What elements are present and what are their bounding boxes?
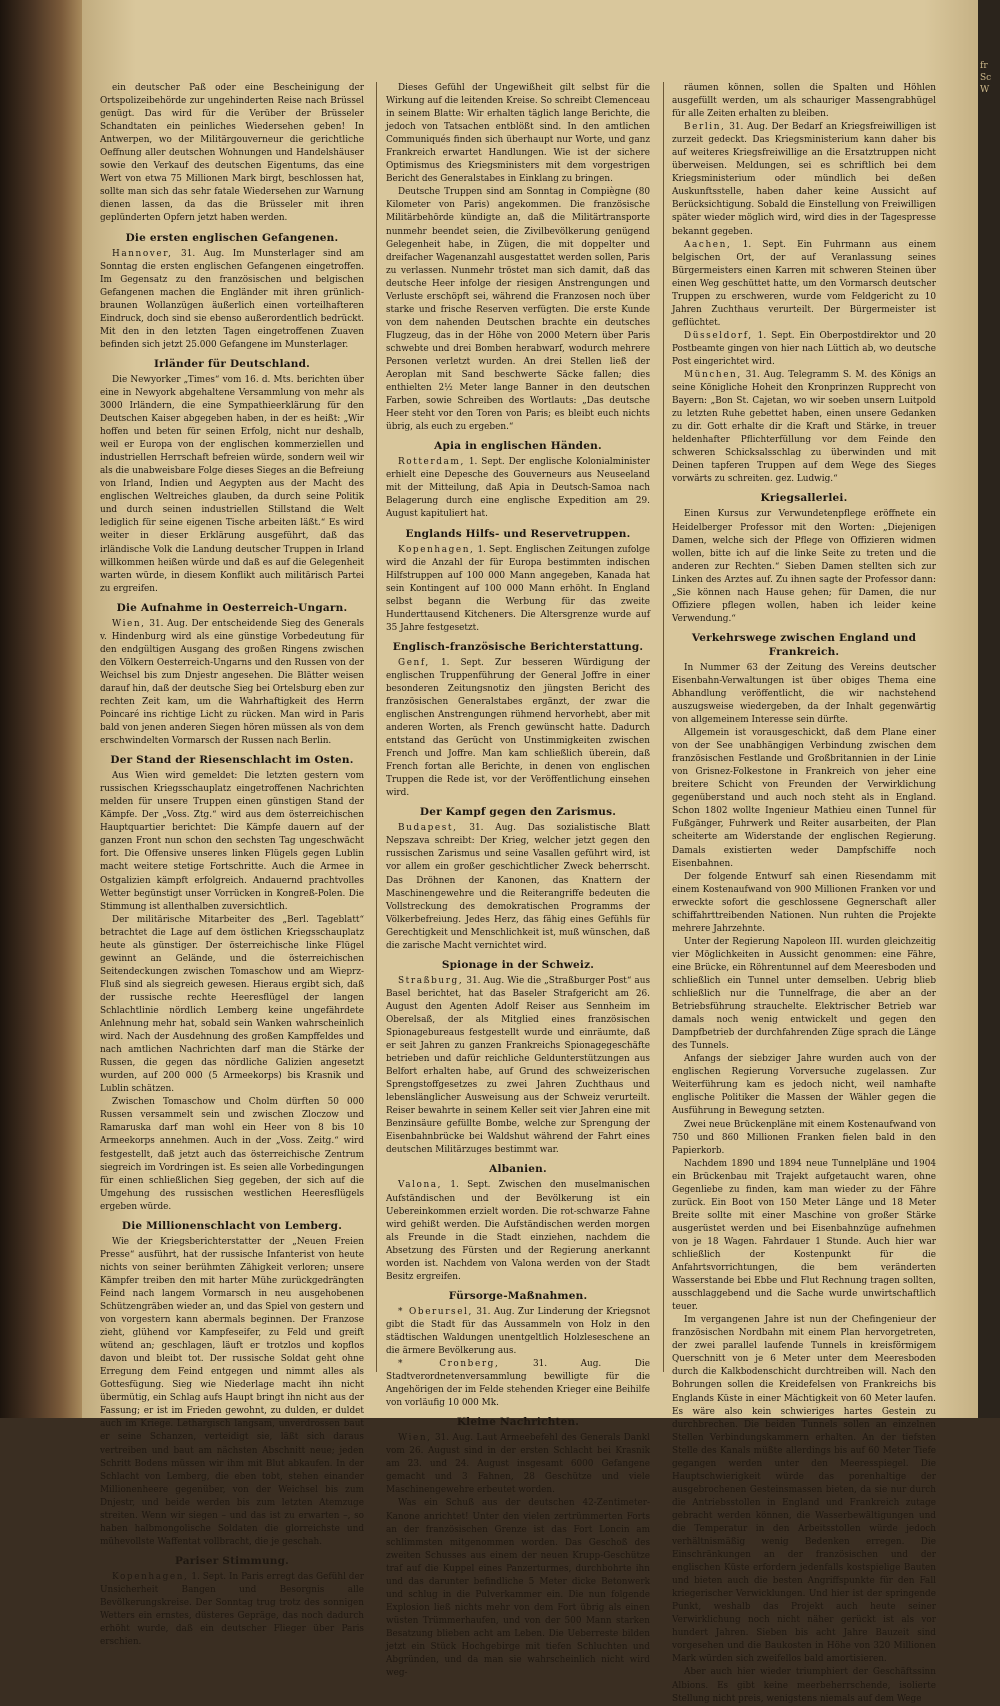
paragraph-text: Dieses Gefühl der Ungewißheit gilt selbst für die Wirkung auf die leitenden Kreise. So schreibt Clemenceau in seinem Blatte: Wir erhalten täglich lange Berichte, die jedoch von Tatsachen entblößt sind. In den amtlichen Communiqués finden sich überhaupt nur Worte, und ganz Frankreich erwartet Handlungen. Wie ist der sichere Optimismus des Kriegsministers mit dem vorgestrigen Bericht des Generalstabes in Einklang zu bringen.	[386, 83, 650, 185]
paragraph-text: Nachdem 1890 und 1894 neue Tunnelpläne und 1904 ein Brückenbau mit Trajekt aufgetaucht waren, ohne Gegenliebe zu finden, kam man wieder zu der Fähre zurück. Ein Boot von 150 Meter Länge und 18 Meter Breite sollte mit einer Maschine von großer Stärke ausgerüstet werden und bei Eisenbahnzüge aufnehmen von je 18 Wagen. Fahrdauer 1 Stunde. Auch hier war schließlich der Kostenpunkt für die Anfahrtsvorrichtungen, die bem veränderten Wasserstande bei Ebbe und Flut Rechnung tragen sollten, ausschlaggebend und die Sache wurde unwirtschaftlich teuer.	[672, 1158, 936, 1313]
paragraph-text: Zwei neue Brückenpläne mit einem Kostenaufwand von 750 und 860 Millionen Franken fielen bald in den Papierkorb.	[672, 1119, 936, 1156]
article-paragraph	[672, 1119, 936, 1158]
column-3	[672, 82, 937, 1704]
paragraph-text: Im vergangenen Jahre ist nun der Chefingenieur der französischen Nordbahn mit einem Plan hervorgetreten, der zwei parallel laufende Tunnels in kreisförmigem Querschnitt von je 6 Meter unter dem Meeresboden durch die Kalkbodenschicht durchtreiben will. Nach den Bohrungen sollen die Kreidefelsen von Frankreichs bis Englands Küste in einer Mächtigkeit von 60 Meter laufen. Es wäre also kein schwieriges hartes Gestein zu durchbrechen. Die beiden Tunnels sollen an einzelnen Stellen Verbindungskammern erhalten. An der tiefsten Stelle des Kanals müßte allerdings bis auf 60 Meter Tiefe gegangen werden unter den Meeresspiegel. Die Hauptschwierigkeit würde das porenhaltige der ausgebrochenen Gesteinsmassen bieten, da sie nur durch die Antriebsstollen in England und Frankreich zutage gebracht werden können, die Wasserbewältigungen und die Temperatur in den Arbeitsstollen würde jedoch verhältnismäßig wenig Bedenken erregen. Die Einschränkungen an der französischen und der englischen Küste erfordern jedenfalls kostspielige Bauten und bieten auch die besten Angriffspunkte für den Fall kriegerischer Verwicklungen. Und hier ist der springende Punkt, weshalb das Projekt auch heute seiner Verwirklichung noch nicht näher gerückt ist als vor hundert Jahren. Sieben bis acht Jahre Bauzeit sind vorgesehen und die Baukosten in Höhe von 320 Millionen Mark würden sich zweifellos bald amortisieren.	[672, 1315, 936, 1665]
paragraph-text: Anfangs der siebziger Jahre wurden auch von der englischen Regierung Vorversuche zugelassen. Zur Weiterführung kam es jedoch nicht, weil namhafte englische Politiker die Massen der Wähler gegen die Ausführung in Bewegung setzten.	[672, 1054, 936, 1117]
paragraph-text: 31. Aug. Telegramm S. M. des Königs an seine Königliche Hoheit den Kronprinzen Rupprecht von Bayern: „Bon St. Cajetan, wo wir soeben unsern Luitpold zu letzten Ruhe gebettet haben, einen unsere Gedanken zu dir. Gott erhalte dir die Kraft und Stärke, in treuer heldenhafter Pflichterfüllung vor dem Feinde den schweren Schicksalsschlag zu überwinden und mit Deinen tapferen Truppen auf dem Wege des Sieges vorwärts zu schreiten. gez. Ludwig.“	[672, 370, 936, 485]
dateline: Straßburg,	[398, 975, 464, 986]
paragraph-text: 31. Aug. Der Bedarf an Kriegsfreiwilligen ist zurzeit gedeckt. Das Kriegsministerium kann daher bis auf weiteres Kriegsfreiwillige an die Ersatztruppen nicht überweisen. Meldungen, sei es schriftlich bei dem Kriegsministerium oder mündlich bei deßen Auskunftsstelle, haben daher keine Aussicht auf Berücksichtigung. Sobald die Einstellung von Freiwilligen später wieder möglich wird, wird dies in der Tagespresse bekannt gegeben.	[672, 122, 936, 237]
article-paragraph	[672, 1314, 936, 1666]
article-paragraph	[386, 822, 650, 952]
article-paragraph	[386, 1179, 650, 1283]
paragraph-text: Die Newyorker „Times“ vom 16. d. Mts. berichten über eine in Newyork abgehaltene Versammlung von mehr als 3000 Irländern, die eine Sympathieerklärung für den Deutschen Kaiser abgegeben haben, in der es heißt: „Wir hoffen und beten für seinen Erfolg, nicht nur deshalb, weil er Europa von der englischen kommerziellen und industriellen Herrschaft befreien würde, sondern weil wir als die unabweisbare Folge dieses Sieges an die Befreiung von Irland, Indien und Aegypten aus der Macht des englischen Weltreiches glauben, da durch seine Politik und durch seinen industriellen Stillstand die Welt lediglich für seine eigenen Tische arbeiten läßt.“ Es wird weiter in dieser Erklärung ausgeführt, daß das irländische Volk die Landung deutscher Truppen in Irland willkommen heißen würde und daß es auf die Gelegenheit warten würde, in diesem Konflikt auch militärisch Partei zu ergreifen.	[100, 374, 365, 594]
paragraph-text: ein deutscher Paß oder eine Bescheinigung der Ortspolizeibehörde zur ungehinderten Reise nach Brüssel genügt. Das wird für die Verüber der Brüsseler Schandtaten ein peinliches Wiedersehen geben! In Antwerpen, wo der Militärgouverneur die gerichtliche Oeffnung aller deutschen Wohnungen und Handelshäuser sowie den Verkauf des deutschen Eigentums, das eine Wert von etwa 75 Millionen Mark birgt, beschlossen hat, sollte man sich das sehr fatale Wiedersehen zur Warnung dienen lassen, da das die Brüsseler mit ihren geplünderten Opfern jetzt haben werden.	[100, 83, 364, 224]
article-headline: Der Kampf gegen den Zarismus.	[419, 806, 617, 819]
article-headline: Englands Hilfs- und Reservetruppen.	[405, 527, 631, 540]
article-paragraph	[672, 239, 936, 330]
article-paragraph	[386, 1358, 650, 1410]
article-paragraph	[672, 1158, 936, 1315]
paragraph-text: 1. Sept. In Paris erregt das Gefühl der Unsicherheit Bangen und Besorgnis alle Bevölkerungskreise. Der Sonntag trug trotz des sonnigen Wetters ein ernstes, düsteres Gepräge, das noch dadurch erhöht wurde, daß ein deutscher Flieger über Paris erschien.	[100, 1571, 364, 1648]
article-headline: Irländer für Deutschland.	[153, 357, 311, 370]
article-paragraph	[386, 186, 650, 434]
paragraph-text: 31. Aug. Im Munsterlager sind am Sonntag die ersten englischen Gefangenen eingetroffen. Im Gegensatz zu den französischen und belgischen Gefangenen machen die Engländer mit ihren grünlich-braunen Wollanzügen äußerlich einen vorteilhafteren Eindruck, doch sind sie ebenso außerordentlich bedrückt. Mit den in den letzten Tagen eingetroffenen Zuaven befinden sich jetzt 25.000 Gefangene im Munsterlager.	[100, 248, 364, 350]
article-headline: Apia in englischen Händen.	[434, 440, 602, 453]
dateline: Valona,	[398, 1180, 443, 1191]
article-headline: Die Millionenschlacht von Lemberg.	[121, 1219, 343, 1232]
article-paragraph	[672, 727, 936, 871]
article-paragraph	[100, 374, 364, 596]
dateline: Kopenhagen,	[398, 544, 475, 555]
dateline: Kopenhagen,	[112, 1571, 189, 1582]
article-headline: Kleine Nachrichten.	[456, 1416, 580, 1429]
paragraph-text: Der folgende Entwurf sah einen Riesendamm mit einem Kostenaufwand von 900 Millionen Franken vor und erweckte sofort die geschlossene Gegnerschaft aller schiffahrttreibenden Nationen. Nun ruhten die Projekte mehrere Jahrzehnte.	[672, 871, 936, 934]
article-headline: Die ersten englischen Gefangenen.	[125, 231, 339, 244]
column-2	[386, 82, 651, 1679]
paragraph-text: Was ein Schuß aus der deutschen 42-Zentimeter-Kanone anrichtet! Unter den vielen zertrümmerten Forts an der französischen Grenze ist das Fort Loncin am schlimmsten mitgenommen worden. Das Geschoß des zweiten Schusses aus einem der neuen Krupp-Geschütze traf auf die Kuppel eines Panzerturmes, durchbohrte ihn und das darunter befindliche 5 Meter dicke Betonwerk und schlug in die Pulverkammer ein. Die nun folgende Explosion ließ nichts mehr von dem Fort übrig als einen wüsten Trümmerhaufen, und von der 500 Mann starken Besatzung blieben acht am Leben. Die Ueberreste bilden jetzt ein Stück Hochgebirge mit tiefen Schluchten und Abgründen, und da man sie wahrscheinlich nicht wird weg-	[386, 1498, 650, 1679]
article-headline: Fürsorge-Maßnahmen.	[448, 1289, 588, 1302]
article-paragraph	[100, 1096, 364, 1213]
article-headline: Albanien.	[489, 1163, 547, 1176]
book-binding	[0, 0, 82, 1418]
article-headline: Verkehrswege zwischen England und Frankreich.	[691, 631, 917, 658]
article-paragraph	[100, 82, 364, 226]
dateline: Wien,	[112, 618, 146, 629]
next-page-edge: fr Sc W	[978, 0, 1000, 1418]
paragraph-text: Einen Kursus zur Verwundetenpflege eröffnete ein Heidelberger Professor mit den Worten: „Diejenigen Damen, welche sich der Pflege von Offizieren widmen wollen, bitte ich auf die linke Seite zu treten und die anderen zur Rechten.“ Sieben Damen stellten sich zur Linken des Arztes auf. Zu ihnen sagte der Professor dann: „Sie können nach Hause gehen; für Damen, die nur Offiziere pflegen wollen, haben ich leider keine Verwendung.“	[672, 509, 936, 624]
dateline: * Oberursel,	[398, 1306, 473, 1317]
article-paragraph	[672, 936, 936, 1053]
article-paragraph	[672, 871, 936, 936]
article-paragraph	[672, 121, 936, 238]
paragraph-text: Zwischen Tomaschow und Cholm dürften 50 000 Russen versammelt sein und zwischen Zloczow und Ramaruska darf man wohl ein Heer von 8 bis 10 Armeekorps annehmen. Auch in der „Voss. Zeitg.“ wird festgestellt, daß jetzt auch das österreichische Zentrum siegreich im Vordringen ist. Es seien alle Vorbedingungen für einen schließlichen Sieg gegeben, der sich auf die Umgehung des russischen westlichen Heeresflügels ergeben würde.	[100, 1097, 364, 1212]
article-paragraph	[386, 1497, 650, 1680]
paragraph-text: Deutsche Truppen sind am Sonntag in Compiègne (80 Kilometer von Paris) angekommen. Die französische Militärbehörde kündigte an, daß die Militärtransporte nunmehr beendet seien, die Zivilbevölkerung genügend Gelegenheit habe, in Zügen, die mit doppelter und dreifacher Wagenanzahl ausgestattet werden sollen, Paris zu verlassen. Nunmehr tröstet man sich damit, daß das deutsche Heer infolge der riesigen Anstrengungen und Verluste erschöpft sei, während die Franzosen noch über starke und frische Reserven verfügten. Die erste Kunde von dem nahenden Deutschen brachte ein deutsches Flugzeug, das in der Höhe von 2000 Metern über Paris schwebte und drei Bomben herabwarf, wodurch mehrere Personen verletzt wurden. An drei Stellen ließ der Aeroplan mit Sand beschwerte Säcke fallen; dies enthielten 2½ Meter lange Banner in den deutschen Farben, sowie Schreiben des Wortlauts: „Das deutsche Heer steht vor den Toren von Paris; es bleibt euch nichts übrig, als euch zu ergeben.“	[386, 187, 650, 433]
article-paragraph	[100, 1571, 364, 1649]
article-headline: Kriegsallerlei.	[760, 492, 848, 505]
article-headline: Englisch-französische Berichterstattung.	[392, 640, 644, 653]
article-paragraph	[386, 1432, 650, 1497]
paragraph-text: 31. Aug. Der entscheidende Sieg des Generals v. Hindenburg wird als eine günstige Vorbedeutung für den endgültigen Ausgang des großen Ringens zwischen den Völkern Oesterreich-Ungarns und den Russen von der Weichsel bis zum Dnjestr angesehen. Die Blätter weisen darauf hin, daß der deutsche Sieg bei Ortelsburg eben zur rechten Zeit kam, um die Wahrhaftigkeit des Herrn Poincaré ins richtige Licht zu rücken. Man wird in Paris bald von jenen anderen Siegen hören müssen als von dem erschwindelten Vormarsch der Russen nach Berlin.	[100, 618, 364, 747]
paragraph-text: 1. Sept. Ein Oberpostdirektor und 20 Postbeamte gingen von hier nach Lüttich ab, wo deutsche Post eingerichtet wird.	[672, 330, 936, 367]
article-headline: Spionage in der Schweiz.	[441, 958, 595, 971]
dateline: * Cronberg,	[398, 1359, 500, 1370]
paragraph-text: Aber auch hier wieder triumphiert der Geschäftssinn Albions. Es gibt keine meerbeherrschende, isolierte Stellung nicht preis, wenigstens niemals auf dem Wege	[672, 1667, 936, 1704]
column-rule	[663, 82, 664, 1372]
article-paragraph	[100, 770, 364, 914]
column-rule	[376, 82, 377, 1372]
article-paragraph	[386, 657, 650, 801]
article-paragraph	[100, 1236, 364, 1549]
paragraph-text: 31. Aug. Die Stadtverordnetenversammlung bewilligte für die Angehörigen der im Felde stehenden Krieger eine Beihilfe von vorläufig 10 000 Mk.	[386, 1359, 650, 1409]
article-paragraph	[672, 508, 936, 625]
article-headline: Der Stand der Riesenschlacht im Osten.	[110, 754, 354, 767]
paragraph-text: Aus Wien wird gemeldet: Die letzten gestern vom russischen Kriegsschauplatz eingetroffenen Nachrichten melden für unsere Truppen einen günstigen Stand der Kämpfe. Der „Voss. Ztg.“ wird aus dem österreichischen Hauptquartier berichtet: Die Kämpfe dauern auf der ganzen Front nun schon den sechsten Tag ungeschwächt fort. Die Offensive unseres linken Flügels gegen Lublin macht weitere stetige Fortschritte. Auch die Armee in Ostgalizien kämpft erfolgreich. Andauernd prachtvolles Wetter begünstigt unser Vorrücken in Kongreß-Polen. Die Stimmung ist allenthalben zuversichtlich.	[100, 771, 364, 912]
paragraph-text: 1. Sept. Englischen Zeitungen zufolge wird die Anzahl der für Europa bestimmten indischen Hilfstruppen auf 100 000 Mann angegeben, Kanada hat sein Kontingent auf 100 000 Mann erhöht. In England selbst begann die Werbung für das zweite Hunderttausend Kitcheners. Die Altersgrenze wurde auf 35 Jahre festgesetzt.	[386, 544, 650, 633]
article-paragraph	[386, 82, 650, 186]
dateline: Berlin,	[684, 122, 726, 133]
paragraph-text: 1. Sept. Ein Fuhrmann aus einem belgischen Ort, der auf Veranlassung seines Bürgermeisters einen Karren mit schweren Steinen über einen Weg geschüttet hatte, um den Vormarsch deutscher Truppen zu erschweren, wurde vom Feldgericht zu 10 Jahren Zuchthaus verurteilt. Der Bürgermeister ist geflüchtet.	[672, 239, 937, 328]
dateline: Hannover,	[112, 248, 173, 259]
paragraph-text: räumen können, sollen die Spalten und Höhlen ausgefüllt werden, um als schauriger Massengrabhügel für alle Zeiten erhalten zu bleiben.	[672, 83, 936, 120]
paragraph-text: Allgemein ist vorausgeschickt, daß dem Plane einer von der See unabhängigen Verbindung zwischen dem französischen Festlande und Großbritannien in der Linie von Grisnez-Folkestone in Frankreich von jeher eine breitere Schicht von Freunden der Verwirklichung gegenüberstand und auch noch steht als in England. Schon 1802 wollte Ingenieur Mathieu einen Tunnel für Fußgänger, Fuhrwerk und Reiter ausarbeiten, der Plan scheiterte am Widerstande der englischen Regierung. Damals existierten weder Dampfschiffe noch Eisenbahnen.	[672, 728, 936, 869]
article-paragraph	[386, 544, 650, 635]
article-paragraph	[672, 662, 936, 727]
paragraph-text: 31. Aug. Laut Armeebefehl des Generals Dankl vom 26. August sind in der ersten Schlacht bei Krasnik am 23. und 24. August insgesamt 6000 Gefangene gemacht und 3 Fahnen, 28 Geschütze und viele Maschinengewehre erbeutet worden.	[386, 1433, 651, 1496]
paragraph-text: 1. Sept. Zwischen den muselmanischen Aufständischen und der Bevölkerung ist ein Uebereinkommen erzielt worden. Die rot-schwarze Fahne wird gehißt werden. Die Aufständischen werden morgen als Freunde in die Stadt einziehen, nachdem die Absetzung des Fürsten und der Regierung anerkannt worden ist. Nachdem von Valona werden von der Stadt Besitz ergreifen.	[386, 1180, 650, 1282]
article-paragraph	[672, 1053, 936, 1118]
article-paragraph	[672, 82, 936, 121]
dateline: Wien,	[398, 1433, 432, 1444]
dateline: München,	[684, 370, 742, 381]
article-paragraph	[100, 248, 364, 352]
paragraph-text: Unter der Regierung Napoleon III. wurden gleichzeitig vier Möglichkeiten in Aussicht genommen: eine Fähre, eine Brücke, ein Röhrentunnel auf dem Meeresboden und schließlich ein Tunnel unter demselben. Uebrig blieb schließlich nur die Tunnelfrage, die aber an der Betriebsführung strauchelte. Elektrischer Betrieb war damals noch wenig entwickelt und gegen den Dampfbetrieb der durchfahrenden Züge sprach die Länge des Tunnels.	[672, 936, 936, 1052]
column-1	[100, 82, 365, 1648]
article-paragraph	[100, 914, 364, 1097]
paragraph-text: 31. Aug. Das sozialistische Blatt Nepszava schreibt: Der Krieg, welcher jetzt gegen den russischen Zarismus und seine Vasallen geführt wird, ist vor allem ein großer geschichtlicher Zweck beherrscht. Das Dröhnen der Kanonen, das Knattern der Maschinengewehre und die Reiterangriffe bedeuten die Vollstreckung des demokratischen Programms der Völkerbefreiung. Jedes Herz, das fähig eines Gefühls für Gerechtigkeit und Menschlichkeit ist, muß wünschen, daß die zarische Macht vernichtet wird.	[386, 823, 650, 951]
dateline: Rotterdam,	[398, 457, 465, 468]
article-headline: Pariser Stimmung.	[174, 1554, 290, 1567]
article-paragraph	[672, 330, 936, 369]
article-paragraph	[100, 618, 364, 748]
paragraph-text: 31. Aug. Zur Linderung der Kriegsnot gibt die Stadt für das Aussammeln von Holz in den städtischen Waldungen unentgeltlich Holzleseschene an die ärmere Bevölkerung aus.	[386, 1306, 651, 1356]
paragraph-text: 31. Aug. Wie die „Straßburger Post“ aus Basel berichtet, hat das Baseler Strafgericht am 26. August den Agenten Adolf Reiser aus Sennheim im Oberelsaß, der als Mitglied eines französischen Spionagebureaus festgestellt wurde und einräumte, daß er seit Jahren zu ganzen Frankreichs Spionagegeschäfte betrieben und dafür reichliche Geldunterstützungen aus Belfort erhalten habe, auf Grund des schweizerischen Sprengstoffgesetzes zu zwei Jahren Zuchthaus und lebenslänglicher Ausweisung aus der Schweiz verurteilt. Reiser bewahrte in seinem Keller seit vier Jahren eine mit Benzinsäure gefüllte Bombe, welche zur Sprengung der Eisenbahnbrücke bei Waldshut während der Fahrt eines deutschen Militärzuges bestimmt war.	[386, 975, 650, 1156]
article-paragraph	[672, 1666, 936, 1705]
paragraph-text: Wie der Kriegsberichterstatter der „Neuen Freien Presse“ ausführt, hat der russische Infanterist von heute nichts von seiner berühmten Zähigkeit verloren; unsere Kämpfer treiben den mit harter Mühe zurückgedrängten Feind nach langem Vormarsch in neu ausgehobenen Schützengräben wieder an, und das Spiel von gestern und von vorgestern kann abermals beginnen. Der Franzose zieht, glühend vor Kampfeseifer, zu Feld und greift wütend an; geschlagen, läuft er trotzlos und kopflos davon und bleibt tot. Der russische Soldat geht ohne Erregung dem Feind entgegen und nimmt alles als Gottesfügung. Sieg wie Niederlage macht ihn nicht übermütig, ein Schlag aufs Haupt bringt ihn nicht aus der Fassung; er ist im Frieden gewohnt, zu dulden, er duldet auch im Kriege. Lethargisch langsam, unverdrossen baut er seine Schanzen, verteidigt sie, läßt sich daraus vertreiben und baut am nächsten Abschnitt neue; jeden Schritt Bodens müssen wir ihm mit Blut abkaufen. In der Schlacht von Lemberg, die eben tobt, stehen einander Millionenheere gegenüber, von der Weichsel bis zum Dnjestr, und beide werden bis zum letzten Atemzuge streiten. Wenn wir siegen – und das ist zu erwarten –, so haben halbmongolische Soldaten die glorreichste und mühevollste Waffentat vollbracht, die je geschah.	[100, 1236, 364, 1547]
article-paragraph	[672, 369, 936, 486]
dateline: Budapest,	[398, 823, 458, 834]
article-paragraph	[386, 975, 650, 1158]
dateline: Aachen,	[684, 239, 732, 250]
paragraph-text: 1. Sept. Der englische Kolonialminister erhielt eine Depesche des Gouverneurs aus Neuseeland mit der Mitteilung, daß Apia in Deutsch-Samoa nach Belagerung durch eine englische Expedition am 29. August kapituliert hat.	[386, 457, 651, 520]
dateline: Düsseldorf,	[684, 330, 753, 341]
article-paragraph	[386, 456, 650, 521]
paragraph-text: 1. Sept. Zur besseren Würdigung der englischen Truppenführung der General Joffre in einer besonderen Zeitungsnotiz den jüngsten Bericht des französischen Generalstabes ergänzt, der zwar die englischen Anstrengungen rühmend hervorhebt, aber mit anderen Worten, als French gewünscht hatte. Dadurch entstand das Gerücht von Unstimmigkeiten zwischen French und Joffre. Man kam schließlich überein, daß French fortan alle Berichte, in denen von englischen Truppen die Rede ist, vor der Veröffentlichung einsehen wird.	[386, 657, 650, 799]
paragraph-text: Der militärische Mitarbeiter des „Berl. Tageblatt“ betrachtet die Lage auf dem östlichen Kriegsschauplatz heute als günstiger. Der österreichische linke Flügel gewinnt an Gelände, und die österreichischen Seitendeckungen zwischen Tomaschow und am Wieprz-Fluß sind als siegreich gewesen. Hieraus ergibt sich, daß der russische rechte Heeresflügel der langen Schlachtlinie nördlich Lemberg keine ungefährdete Anlehnung mehr hat, sobald sein Wanken wahrscheinlich wird. Nach der Ausdehnung des großen Kampffeldes und nach amtlichen Nachrichten darf man die Stärke der Russen, die gegen das nördliche Galizien angesetzt wurden, auf 200 000 (5 Armeekorps) bis Krasnik und Lublin schätzen.	[100, 914, 364, 1095]
dateline: Genf,	[398, 657, 430, 668]
paragraph-text: In Nummer 63 der Zeitung des Vereins deutscher Eisenbahn-Verwaltungen ist über obiges Thema eine Abhandlung veröffentlicht, die wir nachstehend auszugsweise wiedergeben, da der Inhalt gegenwärtig von allgemeinem Interesse sein dürfte.	[672, 662, 936, 726]
article-headline: Die Aufnahme in Oesterreich-Ungarn.	[116, 601, 348, 614]
article-paragraph	[386, 1306, 650, 1358]
